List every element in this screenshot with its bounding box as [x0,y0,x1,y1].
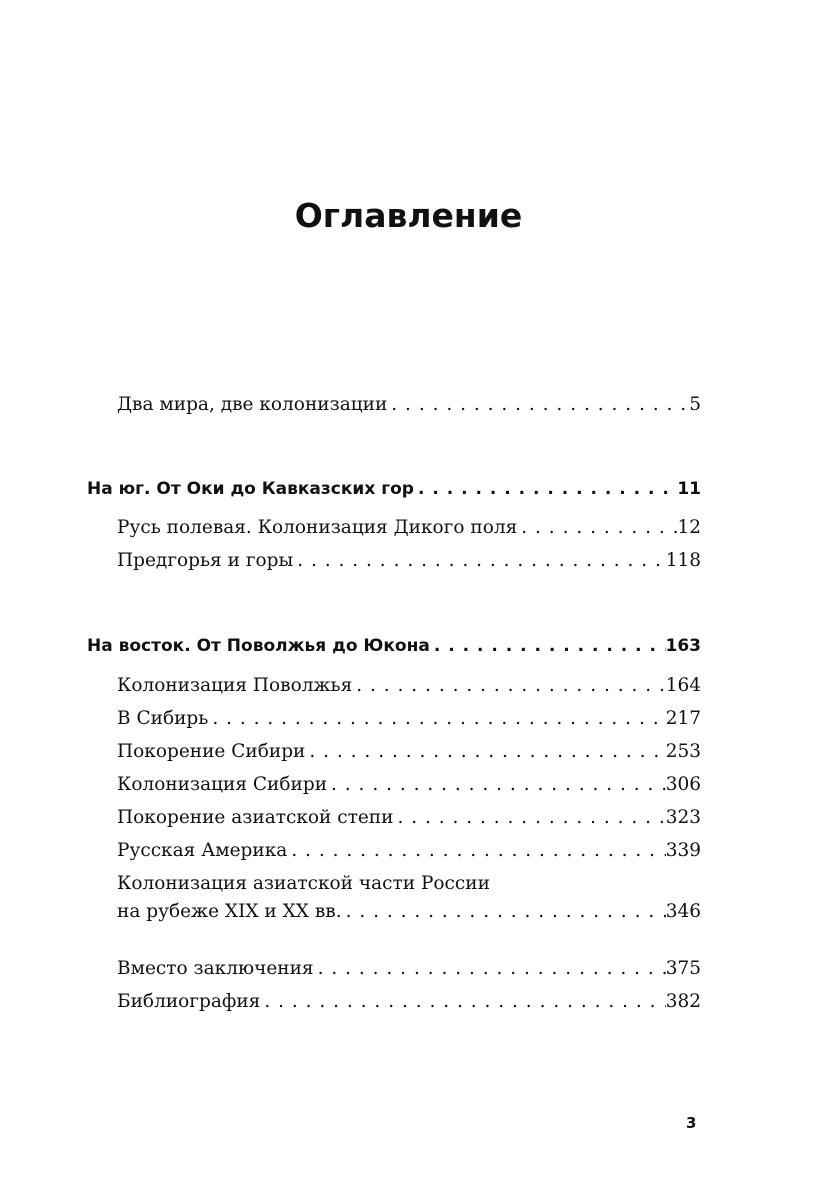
toc-entry-conclusion[interactable] [117,958,701,979]
toc-entry[interactable] [117,675,701,696]
toc-entry-page: 323 [665,807,701,828]
toc-entry[interactable] [117,517,701,538]
toc-entry-page: 118 [665,550,701,571]
toc-entry-title: Русская Америка [117,840,288,861]
toc-entry-page: 253 [665,741,701,762]
dot-leader [393,807,665,828]
dot-leader [293,550,665,571]
toc-entry[interactable] [117,741,701,762]
dot-leader [517,517,677,538]
toc-entry[interactable] [117,708,701,729]
toc-entry-page: 382 [665,991,701,1012]
dot-leader [327,774,666,795]
toc-entry-title: Два мира, две колонизации [117,394,388,415]
toc-part-east[interactable] [87,636,701,656]
dot-leader [352,675,665,696]
toc-entry-title-line2: на рубеже XIX и XX вв. [117,901,342,922]
dot-leader [305,741,665,762]
dot-leader [208,708,665,729]
dot-leader [314,958,666,979]
dot-leader [387,394,689,415]
toc-entry[interactable] [117,807,701,828]
toc-entry[interactable] [117,550,701,571]
toc-entry[interactable] [117,774,701,795]
dot-leader [342,901,666,922]
toc-entry-bibliography[interactable] [117,991,701,1012]
toc-entry-page: 12 [677,517,701,538]
toc-entry-title: В Сибирь [117,708,209,729]
toc-entry-page: 346 [665,901,701,922]
toc-entry-page: 375 [665,958,701,979]
toc-entry-title: Библиография [117,991,261,1012]
toc-entry-page: 306 [665,774,701,795]
dot-leader [414,479,677,499]
page-title: Оглавление [294,196,523,235]
toc-entry[interactable] [117,901,701,922]
toc-part-title: На восток. От Поволжья до Юкона [87,636,430,656]
dot-leader [430,636,666,656]
dot-leader [287,840,665,861]
toc-entry-title: Покорение Сибири [117,741,306,762]
toc-part-page: 163 [665,636,701,656]
toc-entry-title: Колонизация Сибири [117,774,328,795]
toc-entry-page: 339 [665,840,701,861]
dot-leader [260,991,665,1012]
toc-entry-title: Предгорья и горы [117,550,294,571]
toc-entry-page: 5 [689,394,701,415]
toc-entry[interactable] [117,840,701,861]
toc-entry-page: 217 [665,708,701,729]
toc-entry-title: Русь полевая. Колонизация Дикого поля [117,517,518,538]
page-number: 3 [686,1114,697,1132]
toc-entry-title-line1[interactable]: Колонизация азиатской части России [117,873,490,894]
toc-part-title: На юг. От Оки до Кавказских гор [87,479,414,499]
toc-entry-title: Покорение азиатской степи [117,807,394,828]
toc-entry-page: 164 [665,675,701,696]
toc-entry-title: Вместо заключения [117,958,314,979]
toc-entry-title: Колонизация Поволжья [117,675,353,696]
toc-part-south[interactable] [87,479,701,499]
toc-part-page: 11 [677,479,701,499]
toc-entry-intro[interactable] [117,394,701,415]
